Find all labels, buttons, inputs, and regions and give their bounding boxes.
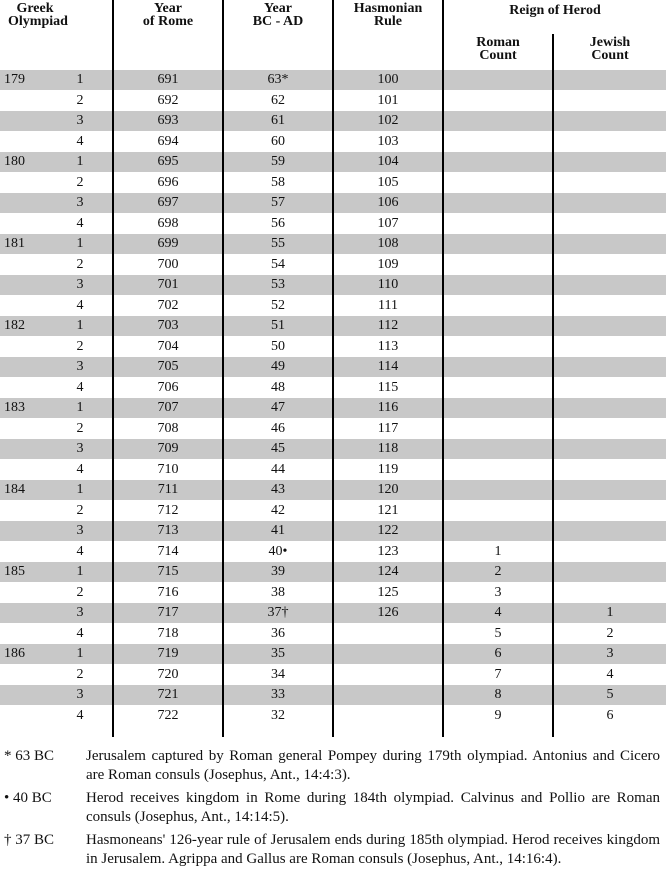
year-bc-ad-cell: 51 — [271, 318, 285, 333]
jewish-count-cell — [554, 337, 666, 357]
olympiad-year-cell: 3 — [76, 113, 84, 128]
roman-count-cell — [444, 460, 552, 480]
roman-count-cell: 6 — [494, 646, 502, 661]
olympiad-year-cell: 3 — [76, 605, 84, 620]
olympiad-cell — [4, 214, 44, 234]
olympiad-year-cell: 2 — [76, 256, 84, 272]
olympiad-cell — [4, 521, 44, 541]
olympiad-year-cell: 2 — [76, 502, 84, 518]
year-of-rome-cell: 704 — [157, 338, 179, 354]
year-of-rome-cell: 696 — [157, 174, 179, 190]
year-of-rome-cell: 699 — [157, 236, 179, 251]
year-bc-ad-cell: 33 — [271, 687, 285, 702]
hasmonian-rule-cell: 125 — [377, 584, 399, 600]
jewish-count-cell — [554, 296, 666, 316]
roman-count-cell — [444, 132, 552, 152]
year-of-rome-cell: 721 — [157, 687, 179, 702]
hasmonian-rule-cell — [334, 644, 442, 664]
year-of-rome-cell: 715 — [157, 564, 179, 579]
year-of-rome-cell: 713 — [157, 523, 179, 538]
year-bc-ad-cell: 53 — [271, 277, 285, 292]
hasmonian-rule-cell — [334, 665, 442, 685]
jewish-count-cell: 1 — [606, 605, 614, 620]
olympiad-year-cell: 1 — [76, 646, 84, 661]
hasmonian-rule-cell — [334, 706, 442, 726]
roman-count-cell — [444, 398, 552, 418]
jewish-count-cell — [554, 460, 666, 480]
jewish-count-cell — [554, 378, 666, 398]
jewish-count-cell — [554, 111, 666, 131]
olympiad-year-cell: 1 — [76, 564, 84, 579]
jewish-count-cell: 3 — [606, 646, 614, 661]
jewish-count-cell — [554, 398, 666, 418]
year-of-rome-cell: 702 — [157, 297, 179, 313]
jewish-count-cell — [554, 255, 666, 275]
olympiad-year-cell: 2 — [76, 666, 84, 682]
roman-count-cell — [444, 521, 552, 541]
year-bc-ad-cell: 45 — [271, 441, 285, 456]
olympiad-cell — [4, 193, 44, 213]
roman-count-cell — [444, 480, 552, 500]
olympiad-cell — [4, 91, 44, 111]
roman-count-cell — [444, 296, 552, 316]
roman-count-cell: 2 — [494, 564, 502, 579]
year-of-rome-cell: 691 — [157, 72, 179, 87]
olympiad-year-cell: 4 — [76, 543, 84, 559]
olympiad-year-cell: 1 — [76, 400, 84, 415]
olympiad-year-cell: 2 — [76, 174, 84, 190]
olympiad-cell — [4, 111, 44, 131]
hasmonian-rule-cell: 124 — [377, 564, 399, 579]
year-of-rome-cell: 693 — [157, 113, 179, 128]
olympiad-cell: 181 — [4, 236, 25, 251]
jewish-count-cell — [554, 91, 666, 111]
year-of-rome-cell: 695 — [157, 154, 179, 169]
hasmonian-rule-cell: 104 — [377, 154, 399, 169]
olympiad-year-cell: 3 — [76, 441, 84, 456]
olympiad-year-cell: 4 — [76, 625, 84, 641]
hasmonian-rule-cell: 126 — [377, 605, 399, 620]
jewish-count-cell — [554, 439, 666, 459]
footnote-mark: * 63 BC — [4, 748, 55, 764]
header-year-bc-ad: Year BC - AD — [252, 1, 304, 29]
year-bc-ad-cell: 62 — [271, 92, 285, 108]
jewish-count-cell — [554, 480, 666, 500]
roman-count-cell — [444, 357, 552, 377]
column-divider — [222, 0, 224, 737]
hasmonian-rule-cell: 112 — [377, 318, 399, 333]
year-bc-ad-cell: 52 — [271, 297, 285, 313]
footnote-text: Jerusalem captured by Roman general Pompey during 179th olympiad. Antonius and Cicero are Roman consuls (Josephus, Ant., 14:4:3). — [86, 748, 660, 783]
olympiad-cell: 179 — [4, 72, 25, 87]
year-of-rome-cell: 719 — [157, 646, 179, 661]
olympiad-cell — [4, 357, 44, 377]
roman-count-cell — [444, 337, 552, 357]
roman-count-cell: 3 — [494, 584, 502, 600]
hasmonian-rule-cell: 118 — [377, 441, 399, 456]
footnote — [0, 831, 666, 869]
year-of-rome-cell: 707 — [157, 400, 179, 415]
roman-count-cell — [444, 91, 552, 111]
hasmonian-rule-cell: 101 — [377, 92, 399, 108]
olympiad-year-cell: 3 — [76, 523, 84, 538]
olympiad-year-cell: 2 — [76, 584, 84, 600]
footnotes — [0, 747, 666, 873]
hasmonian-rule-cell: 115 — [377, 379, 399, 395]
olympiad-year-cell: 1 — [76, 318, 84, 333]
year-bc-ad-cell: 42 — [271, 502, 285, 518]
year-of-rome-cell: 698 — [157, 215, 179, 231]
column-divider — [552, 34, 554, 737]
olympiad-cell — [4, 685, 44, 705]
year-bc-ad-cell: 56 — [271, 215, 285, 231]
roman-count-cell — [444, 378, 552, 398]
hasmonian-rule-cell: 123 — [377, 543, 399, 559]
year-of-rome-cell: 701 — [157, 277, 179, 292]
year-bc-ad-cell: 35 — [271, 646, 285, 661]
olympiad-year-cell: 4 — [76, 379, 84, 395]
year-bc-ad-cell: 61 — [271, 113, 285, 128]
hasmonian-rule-cell: 111 — [378, 297, 398, 313]
olympiad-year-cell: 3 — [76, 359, 84, 374]
hasmonian-rule-cell: 122 — [377, 523, 399, 538]
olympiad-cell — [4, 542, 44, 562]
olympiad-cell — [4, 583, 44, 603]
olympiad-cell: 180 — [4, 154, 25, 169]
olympiad-cell — [4, 624, 44, 644]
header-jewish-count: Jewish Count — [589, 35, 631, 63]
year-of-rome-cell: 705 — [157, 359, 179, 374]
year-of-rome-cell: 714 — [157, 543, 179, 559]
olympiad-year-cell: 4 — [76, 297, 84, 313]
hasmonian-rule-cell: 114 — [377, 359, 399, 374]
olympiad-cell — [4, 439, 44, 459]
olympiad-year-cell: 3 — [76, 195, 84, 210]
roman-count-cell — [444, 419, 552, 439]
roman-count-cell — [444, 173, 552, 193]
olympiad-cell — [4, 296, 44, 316]
jewish-count-cell — [554, 562, 666, 582]
roman-count-cell — [444, 275, 552, 295]
year-of-rome-cell: 711 — [157, 482, 179, 497]
roman-count-cell — [444, 439, 552, 459]
header-year-of-rome: Year of Rome — [142, 1, 194, 29]
olympiad-cell — [4, 378, 44, 398]
jewish-count-cell — [554, 234, 666, 254]
jewish-count-cell: 4 — [606, 666, 614, 682]
jewish-count-cell — [554, 173, 666, 193]
olympiad-year-cell: 2 — [76, 92, 84, 108]
footnote-mark: † 37 BC — [4, 832, 55, 848]
year-of-rome-cell: 697 — [157, 195, 179, 210]
header-greek-olympiad: Greek Olympiad — [8, 1, 68, 29]
olympiad-year-cell: 1 — [76, 154, 84, 169]
jewish-count-cell: 6 — [606, 707, 614, 723]
olympiad-cell: 186 — [4, 646, 25, 661]
hasmonian-rule-cell: 102 — [377, 113, 399, 128]
year-of-rome-cell: 710 — [157, 461, 179, 477]
year-of-rome-cell: 694 — [157, 133, 179, 149]
year-bc-ad-cell: 57 — [271, 195, 285, 210]
year-of-rome-cell: 722 — [157, 707, 179, 723]
jewish-count-cell — [554, 501, 666, 521]
year-bc-ad-cell: 49 — [271, 359, 285, 374]
year-bc-ad-cell: 50 — [271, 338, 285, 354]
year-bc-ad-cell: 41 — [271, 523, 285, 538]
jewish-count-cell — [554, 152, 666, 172]
jewish-count-cell — [554, 419, 666, 439]
olympiad-cell — [4, 173, 44, 193]
year-bc-ad-cell: 46 — [271, 420, 285, 436]
olympiad-cell: 183 — [4, 400, 25, 415]
jewish-count-cell: 5 — [606, 687, 614, 702]
olympiad-year-cell: 4 — [76, 215, 84, 231]
olympiad-year-cell: 4 — [76, 133, 84, 149]
header-reign-of-herod: Reign of Herod — [509, 3, 601, 18]
hasmonian-rule-cell: 110 — [377, 277, 399, 292]
footnote — [0, 747, 666, 785]
hasmonian-rule-cell: 116 — [377, 400, 399, 415]
year-bc-ad-cell: 43 — [271, 482, 285, 497]
year-of-rome-cell: 717 — [157, 605, 179, 620]
year-bc-ad-cell: 59 — [271, 154, 285, 169]
olympiad-cell — [4, 706, 44, 726]
jewish-count-cell — [554, 275, 666, 295]
year-bc-ad-cell: 60 — [271, 133, 285, 149]
year-of-rome-cell: 700 — [157, 256, 179, 272]
roman-count-cell — [444, 111, 552, 131]
footnote-mark: • 40 BC — [4, 790, 52, 806]
roman-count-cell: 4 — [494, 605, 502, 620]
year-bc-ad-cell: 36 — [271, 625, 285, 641]
roman-count-cell — [444, 152, 552, 172]
olympiad-cell: 185 — [4, 564, 25, 579]
year-of-rome-cell: 712 — [157, 502, 179, 518]
jewish-count-cell — [554, 316, 666, 336]
hasmonian-rule-cell: 113 — [377, 338, 399, 354]
jewish-count-cell — [554, 583, 666, 603]
jewish-count-cell — [554, 132, 666, 152]
header-roman-count: Roman Count — [476, 35, 520, 63]
olympiad-year-cell: 2 — [76, 420, 84, 436]
hasmonian-rule-cell: 106 — [377, 195, 399, 210]
olympiad-cell — [4, 275, 44, 295]
year-bc-ad-cell: 39 — [271, 564, 285, 579]
olympiad-cell — [4, 501, 44, 521]
column-divider — [442, 0, 444, 737]
year-of-rome-cell: 703 — [157, 318, 179, 333]
olympiad-year-cell: 3 — [76, 277, 84, 292]
hasmonian-rule-cell: 121 — [377, 502, 399, 518]
year-of-rome-cell: 706 — [157, 379, 179, 395]
olympiad-cell — [4, 460, 44, 480]
year-bc-ad-cell: 47 — [271, 400, 285, 415]
roman-count-cell: 5 — [494, 625, 502, 641]
roman-count-cell — [444, 255, 552, 275]
year-of-rome-cell: 709 — [157, 441, 179, 456]
roman-count-cell — [444, 193, 552, 213]
olympiad-cell — [4, 337, 44, 357]
year-bc-ad-cell: 40• — [268, 543, 288, 559]
footnote-text: Herod receives kingdom in Rome during 184th olympiad. Calvinus and Pollio are Roman consuls (Josephus, Ant., 14:14:5). — [86, 790, 660, 825]
hasmonian-rule-cell: 103 — [377, 133, 399, 149]
olympiad-cell — [4, 665, 44, 685]
roman-count-cell: 9 — [494, 707, 502, 723]
jewish-count-cell — [554, 214, 666, 234]
olympiad-year-cell: 3 — [76, 687, 84, 702]
olympiad-year-cell: 4 — [76, 461, 84, 477]
hasmonian-rule-cell — [334, 685, 442, 705]
hasmonian-rule-cell — [334, 624, 442, 644]
year-bc-ad-cell: 44 — [271, 461, 285, 477]
roman-count-cell — [444, 214, 552, 234]
roman-count-cell — [444, 234, 552, 254]
hasmonian-rule-cell: 100 — [377, 72, 399, 87]
year-bc-ad-cell: 63* — [267, 72, 289, 87]
hasmonian-rule-cell: 108 — [377, 236, 399, 251]
year-of-rome-cell: 718 — [157, 625, 179, 641]
hasmonian-rule-cell: 105 — [377, 174, 399, 190]
year-bc-ad-cell: 58 — [271, 174, 285, 190]
olympiad-cell — [4, 132, 44, 152]
year-bc-ad-cell: 37† — [267, 605, 289, 620]
year-of-rome-cell: 716 — [157, 584, 179, 600]
year-bc-ad-cell: 55 — [271, 236, 285, 251]
olympiad-cell — [4, 419, 44, 439]
year-bc-ad-cell: 32 — [271, 707, 285, 723]
footnote — [0, 789, 666, 827]
jewish-count-cell — [554, 193, 666, 213]
olympiad-year-cell: 4 — [76, 707, 84, 723]
year-bc-ad-cell: 34 — [271, 666, 285, 682]
column-divider — [112, 0, 114, 737]
roman-count-cell — [444, 70, 552, 90]
year-of-rome-cell: 720 — [157, 666, 179, 682]
year-of-rome-cell: 708 — [157, 420, 179, 436]
roman-count-cell: 7 — [494, 666, 502, 682]
hasmonian-rule-cell: 117 — [377, 420, 399, 436]
olympiad-cell: 182 — [4, 318, 25, 333]
olympiad-year-cell: 1 — [76, 482, 84, 497]
year-bc-ad-cell: 54 — [271, 256, 285, 272]
footnote-text: Hasmoneans' 126-year rule of Jerusalem ends during 185th olympiad. Herod receives kingdom in Jerusalem. Agrippa and Gallus are Roman consuls (Josephus, Ant., 14:16:4). — [86, 832, 660, 867]
olympiad-year-cell: 2 — [76, 338, 84, 354]
roman-count-cell — [444, 501, 552, 521]
year-bc-ad-cell: 48 — [271, 379, 285, 395]
year-of-rome-cell: 692 — [157, 92, 179, 108]
hasmonian-rule-cell: 109 — [377, 256, 399, 272]
roman-count-cell: 1 — [494, 543, 502, 559]
jewish-count-cell — [554, 70, 666, 90]
olympiad-year-cell: 1 — [76, 236, 84, 251]
header-hasmonian-rule: Hasmonian Rule — [353, 1, 423, 29]
year-bc-ad-cell: 38 — [271, 584, 285, 600]
column-divider — [332, 0, 334, 737]
jewish-count-cell: 2 — [606, 625, 614, 641]
olympiad-cell — [4, 255, 44, 275]
hasmonian-rule-cell: 120 — [377, 482, 399, 497]
jewish-count-cell — [554, 521, 666, 541]
hasmonian-rule-cell: 107 — [377, 215, 399, 231]
roman-count-cell — [444, 316, 552, 336]
olympiad-cell — [4, 603, 44, 623]
roman-count-cell: 8 — [494, 687, 502, 702]
hasmonian-rule-cell: 119 — [377, 461, 399, 477]
olympiad-cell: 184 — [4, 482, 25, 497]
jewish-count-cell — [554, 357, 666, 377]
jewish-count-cell — [554, 542, 666, 562]
olympiad-year-cell: 1 — [76, 72, 84, 87]
